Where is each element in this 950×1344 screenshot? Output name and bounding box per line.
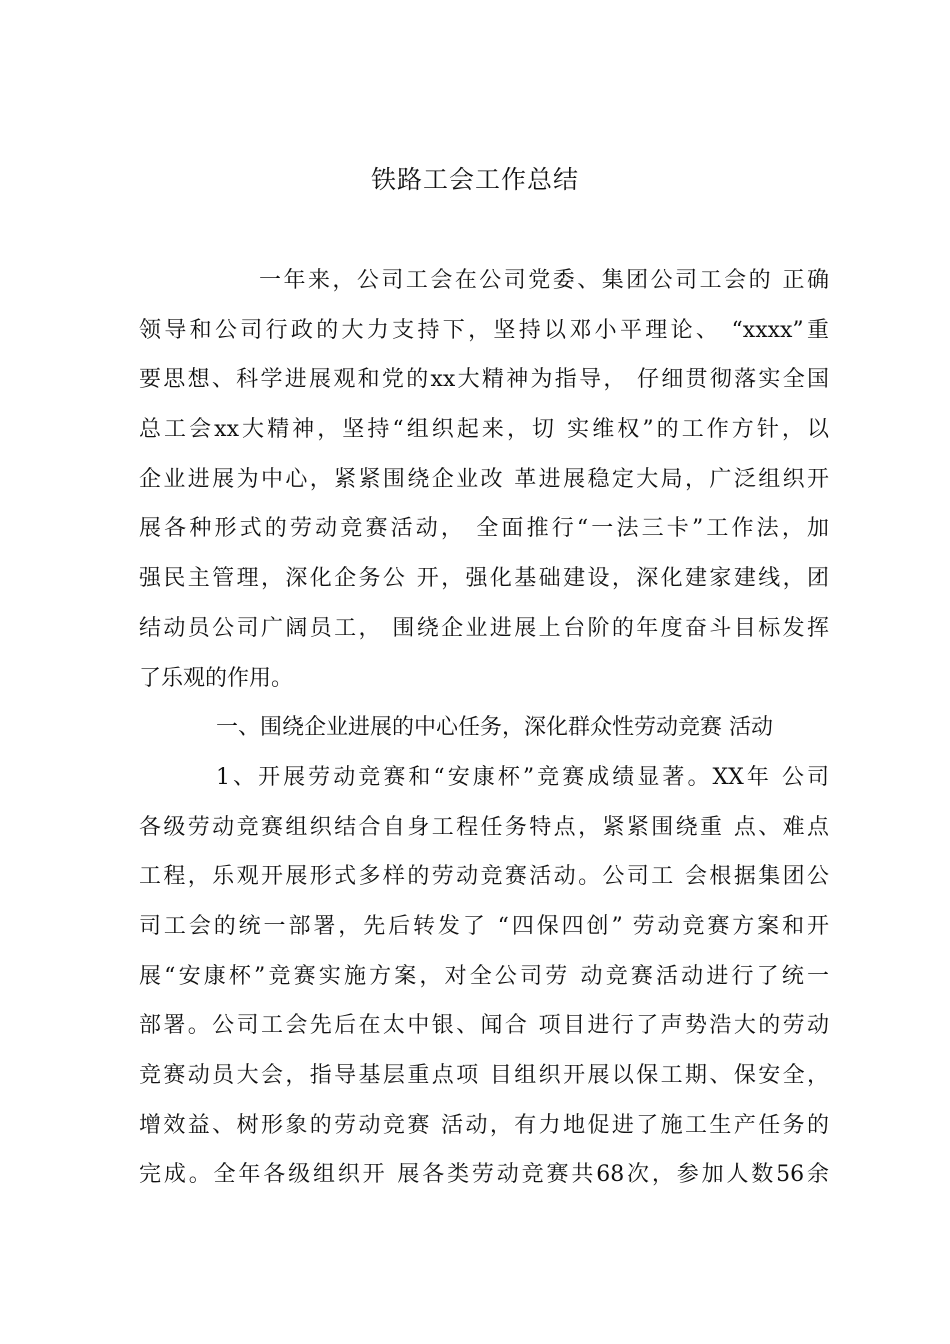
body-line: 强民主管理，深化企务公 开，强化基础建设，深化建家建线，团	[139, 566, 829, 592]
body-line: 领导和公司行政的大力支持下，坚持以邓小平理论、 “xxxx”重	[139, 317, 829, 343]
body-line: 一、围绕企业进展的中心任务，深化群众性劳动竞赛 活动	[216, 715, 773, 741]
body-line: 要思想、科学进展观和党的xx大精神为指导， 仔细贯彻落实全国	[139, 367, 829, 393]
body-line: 增效益、树形象的劳动竞赛 活动，有力地促进了施工生产任务的	[139, 1112, 829, 1138]
body-line: 结动员公司广阔员工， 围绕企业进展上台阶的年度奋斗目标发挥	[139, 615, 829, 641]
body-line: 竞赛动员大会，指导基层重点项 目组织开展以保工期、保安全，	[139, 1063, 829, 1088]
body-line: 司工会的统一部署，先后转发了 “四保四创” 劳动竞赛方案和开	[139, 913, 829, 939]
body-line: 总工会xx大精神，坚持“组织起来，切 实维权”的工作方针，以	[139, 417, 829, 443]
body-line: 工程，乐观开展形式多样的劳动竞赛活动。公司工 会根据集团公	[139, 864, 829, 890]
document-body	[139, 256, 829, 1200]
document-title: 铁路工会工作总结	[370, 165, 579, 194]
body-line: 完成。全年各级组织开 展各类劳动竞赛共68次，参加人数56余	[139, 1162, 829, 1188]
body-line: 展“安康杯”竞赛实施方案，对全公司劳 动竞赛活动进行了统一	[139, 963, 829, 989]
body-line: 各级劳动竞赛组织结合自身工程任务特点，紧紧围绕重 点、难点	[139, 814, 829, 840]
body-line: 企业进展为中心，紧紧围绕企业改 革进展稳定大局，广泛组织开	[139, 466, 829, 492]
body-line: 部署。公司工会先后在太中银、闻合 项目进行了声势浩大的劳动	[139, 1013, 829, 1039]
body-line: 了乐观的作用。	[139, 665, 294, 691]
body-line: 一年来，公司工会在公司党委、集团公司工会的 正确	[259, 268, 829, 293]
body-line: 1、开展劳动竞赛和“安康杯”竞赛成绩显著。XX年 公司	[216, 764, 829, 790]
body-line: 展各种形式的劳动竞赛活动， 全面推行“一法三卡”工作法，加	[139, 516, 829, 542]
